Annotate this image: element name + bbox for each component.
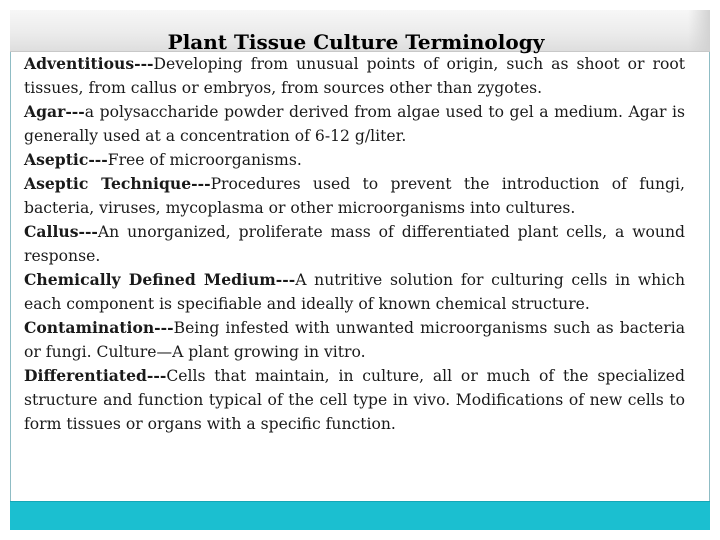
term-definition: Procedures used to prevent the introduction of fungi, bacteria, viruses, mycoplasma or other microorganisms into cultures.	[24, 175, 685, 217]
term-label: Aseptic---	[24, 150, 108, 169]
term-definition: An unorganized, proliferate mass of differentiated plant cells, a wound response.	[24, 223, 685, 265]
term-definition: Developing from unusual points of origin, such as shoot or root tissues, from callus or embryos, from sources other than zygotes.	[24, 55, 685, 97]
entry-callus	[24, 220, 685, 268]
term-definition: a polysaccharide powder derived from algae used to gel a medium. Agar is generally used at a concentration of 6-12 g/liter.	[24, 103, 685, 145]
entry-contamination	[24, 316, 685, 364]
entry-chemically-defined-medium	[24, 268, 685, 316]
term-label: Differentiated---	[24, 366, 167, 385]
entry-adventitious	[24, 52, 685, 100]
term-label: Contamination---	[24, 318, 174, 337]
term-definition: Free of microorganisms.	[107, 151, 302, 169]
entry-differentiated	[24, 364, 685, 436]
term-label: Agar---	[24, 102, 85, 121]
term-label: Aseptic Technique---	[24, 174, 211, 193]
term-definition: Being infested with unwanted microorganisms such as bacteria or fungi. Culture—A plant growing in vitro.	[24, 319, 685, 361]
title-bar	[10, 10, 710, 52]
term-label: Adventitious---	[24, 54, 154, 73]
term-definition: Cells that maintain, in culture, all or much of the specialized structure and function typical of the cell type in vivo. Modifications of new cells to form tissues or organs with a specific function.	[24, 367, 685, 433]
term-definition: A nutritive solution for culturing cells in which each component is specifiable and ideally of known chemical structure.	[24, 271, 685, 313]
entry-aseptic	[24, 148, 685, 172]
term-label: Chemically Defined Medium---	[24, 270, 296, 289]
page-title: Plant Tissue Culture Terminology	[167, 30, 545, 54]
terminology-list	[24, 52, 685, 436]
entry-aseptic-technique	[24, 172, 685, 220]
footer-accent-bar	[10, 501, 710, 530]
term-label: Callus---	[24, 222, 98, 241]
entry-agar	[24, 100, 685, 148]
